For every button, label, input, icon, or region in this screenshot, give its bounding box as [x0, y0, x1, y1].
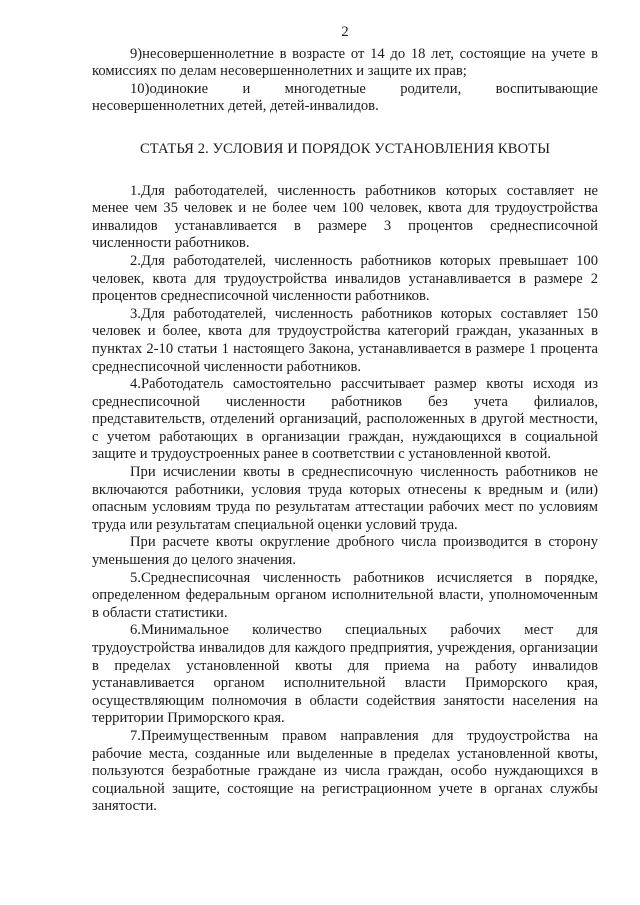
- list-item-9: 9)несовершеннолетние в возрасте от 14 до 18 лет, состоящие на учете в комиссиях по делам несовершеннолетних и защите их прав;: [92, 45, 598, 80]
- document-page: [92, 24, 598, 816]
- article-clause-4-note-rounding: При расчете квоты округление дробного числа производится в сторону уменьшения до целого значения.: [92, 534, 598, 569]
- page-number: 2: [341, 24, 349, 40]
- article-clause-7: 7.Преимущественным правом направления для трудоустройства на рабочие места, созданные или выделенные в пределах установленной квоты, пользуются безработные граждане из числа граждан, особо нуждающихся в социальной защите, состоящие на регистрационном учете в органах службы занятости.: [92, 727, 598, 815]
- article-clause-1: 1.Для работодателей, численность работников которых составляет не менее чем 35 человек и не более чем 100 человек, квота для трудоустройства инвалидов устанавливается в размере 3 процентов среднесписочной численности работников.: [92, 182, 598, 252]
- list-item-10: 10)одинокие и многодетные родители, воспитывающие несовершеннолетних детей, детей-инвалидов.: [92, 80, 598, 115]
- article-clause-5: 5.Среднесписочная численность работников исчисляется в порядке, определенном федеральным органом исполнительной власти, уполномоченным в области статистики.: [92, 569, 598, 621]
- article-clause-3: 3.Для работодателей, численность работников которых составляет 150 человек и более, квота для трудоустройства категорий граждан, указанных в пунктах 2-10 статьи 1 настоящего Закона, устанавливается в размере 1 процента среднесписочной численности работников.: [92, 305, 598, 375]
- article-heading: СТАТЬЯ 2. УСЛОВИЯ И ПОРЯДОК УСТАНОВЛЕНИЯ КВОТЫ: [139, 140, 551, 157]
- article-clause-4: 4.Работодатель самостоятельно рассчитывает размер квоты исходя из среднесписочной численности работников без учета филиалов, представительств, отделений организаций, расположенных в другой местности, с учетом работающих в организации граждан, нуждающихся в социальной защите и трудоустроенных ранее в соответствии с установленной квотой.: [92, 376, 598, 463]
- article-clause-2: 2.Для работодателей, численность работников которых превышает 100 человек, квота для трудоустройства инвалидов устанавливается в размере 2 процентов среднесписочной численности работников.: [92, 252, 598, 305]
- article-clause-4-note-exclusions: При исчислении квоты в среднесписочную численность работников не включаются работники, условия труда которых отнесены к вредным и (или) опасным условиям труда по результатам аттестации рабочих мест по условиям труда или результатам специальной оценки условий труда.: [92, 464, 598, 533]
- article-clause-6: 6.Минимальное количество специальных рабочих мест для трудоустройства инвалидов для каждого предприятия, учреждения, организации в пределах установленной квоты для приема на работу инвалидов устанавливается органом исполнительной власти Приморского края, осуществляющим полномочия в области содействия занятости населения на территории Приморского края.: [92, 622, 598, 727]
